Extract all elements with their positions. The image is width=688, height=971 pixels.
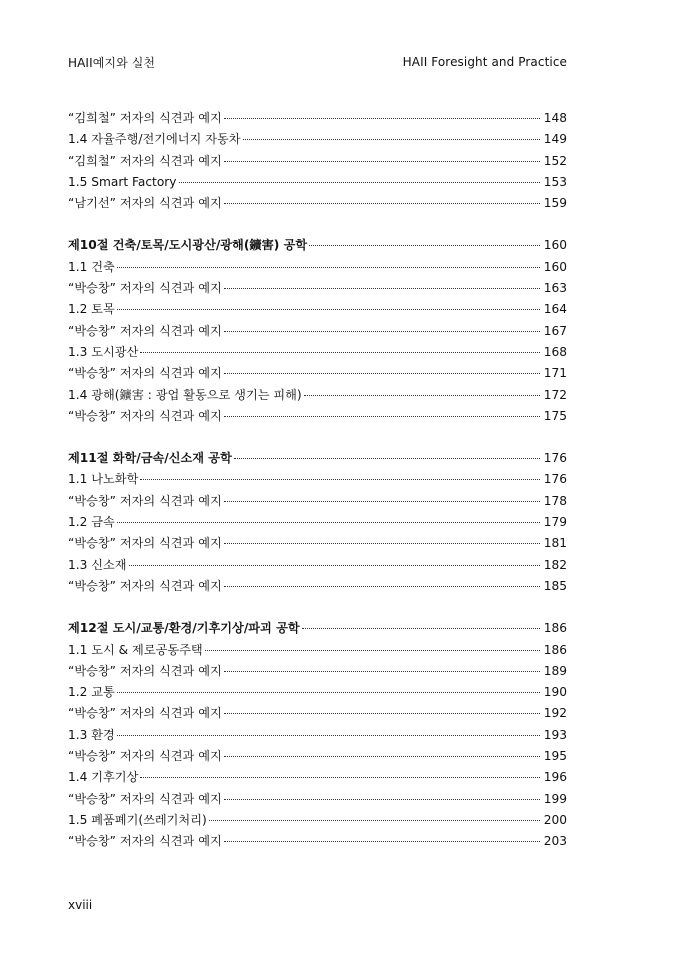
entry-page-number: 160 [543,238,567,253]
toc-chapter-entry[interactable] [68,235,567,256]
dot-leader [309,244,540,246]
dot-leader [224,542,540,544]
entry-page-number: 186 [543,621,567,636]
entry-title: “박승창” 저자의 식견과 예지 [68,834,222,849]
chapter-title: 제12절 도시/교통/환경/기후기상/파괴 공학 [68,621,300,636]
entry-page-number: 179 [543,515,567,530]
toc-entry[interactable] [68,767,567,788]
entry-page-number: 186 [543,642,567,657]
toc-entry[interactable] [68,299,567,320]
entry-page-number: 167 [543,323,567,338]
dot-leader [224,585,540,587]
toc-entry[interactable] [68,342,567,363]
entry-page-number: 163 [543,281,567,296]
toc-entry[interactable] [68,469,567,490]
entry-title: 1.3 도시광산 [68,344,139,359]
entry-title: 1.2 토목 [68,302,115,317]
entry-title: “박승창” 저자의 식견과 예지 [68,281,222,296]
entry-title: 1.4 자율주행/전기에너지 자동차 [68,132,241,147]
entry-title: 1.4 기후기상 [68,770,139,785]
toc-entry[interactable] [68,810,567,831]
dot-leader [224,117,540,119]
chapter-title: 제10절 건축/토목/도시광산/광해(鑛害) 공학 [68,238,308,253]
entry-page-number: 189 [543,663,567,678]
dot-leader [140,776,540,778]
entry-page-number: 195 [543,749,567,764]
entry-page-number: 175 [543,408,567,423]
entry-title: “남기선” 저자의 식견과 예지 [68,196,222,211]
header-right-title: HAII Foresight and Practice [402,55,567,69]
entry-title: “박승창” 저자의 식견과 예지 [68,493,222,508]
dot-leader [129,564,540,566]
header-left-title: HAII예지와 실천 [68,55,156,70]
entry-page-number: 164 [543,302,567,317]
running-header [68,52,567,72]
entry-title: 1.1 나노화학 [68,472,139,487]
dot-leader [224,372,540,374]
entry-title: 1.3 신소재 [68,557,127,572]
toc-chapter-entry[interactable] [68,448,567,469]
toc-entry[interactable] [68,555,567,576]
dot-leader [140,351,540,353]
entry-page-number: 176 [543,472,567,487]
dot-leader [224,202,540,204]
entry-title: 1.2 금속 [68,515,115,530]
entry-page-number: 172 [543,387,567,402]
entry-title: “박승창” 저자의 식견과 예지 [68,408,222,423]
entry-page-number: 200 [543,812,567,827]
toc-entry[interactable] [68,661,567,682]
entry-page-number: 178 [543,493,567,508]
entry-title: 1.3 환경 [68,727,115,742]
toc-entry[interactable] [68,640,567,661]
dot-leader [224,500,540,502]
toc-entry[interactable] [68,576,567,597]
entry-title: 1.1 도시 & 제로공동주택 [68,642,203,657]
toc-entry[interactable] [68,278,567,299]
dot-leader [224,840,540,842]
entry-page-number: 176 [543,451,567,466]
toc-entry[interactable] [68,129,567,150]
toc-section [68,108,567,214]
entry-title: “박승창” 저자의 식견과 예지 [68,706,222,721]
dot-leader [234,457,540,459]
toc-section [68,618,567,852]
entry-page-number: 192 [543,706,567,721]
page-number: xviii [68,898,93,912]
toc-entry[interactable] [68,321,567,342]
dot-leader [224,712,540,714]
toc-section [68,448,567,597]
entry-page-number: 203 [543,834,567,849]
entry-page-number: 153 [543,174,567,189]
toc-entry[interactable] [68,533,567,554]
entry-title: 1.5 Smart Factory [68,174,177,189]
entry-page-number: 149 [543,132,567,147]
toc-entry[interactable] [68,363,567,384]
dot-leader [304,394,540,396]
toc-entry[interactable] [68,193,567,214]
table-of-contents [68,108,567,853]
toc-entry[interactable] [68,406,567,427]
toc-entry[interactable] [68,789,567,810]
entry-title: “박승창” 저자의 식견과 예지 [68,536,222,551]
toc-chapter-entry[interactable] [68,618,567,639]
dot-leader [140,478,540,480]
entry-title: “박승창” 저자의 식견과 예지 [68,749,222,764]
entry-page-number: 148 [543,111,567,125]
toc-entry[interactable] [68,703,567,724]
entry-page-number: 196 [543,770,567,785]
dot-leader [117,266,540,268]
dot-leader [117,521,540,523]
toc-entry[interactable] [68,172,567,193]
dot-leader [302,627,540,629]
entry-title: “박승창” 저자의 식견과 예지 [68,791,222,806]
chapter-title: 제11절 화학/금속/신소재 공학 [68,451,232,466]
entry-title: 1.2 교통 [68,685,115,700]
toc-entry[interactable] [68,108,567,129]
entry-page-number: 160 [543,259,567,274]
toc-entry[interactable] [68,257,567,278]
entry-title: 1.4 광해(鑛害 : 광업 활동으로 생기는 피해) [68,387,302,402]
dot-leader [224,798,540,800]
dot-leader [209,819,540,821]
entry-title: “박승창” 저자의 식견과 예지 [68,366,222,381]
toc-section [68,235,567,427]
dot-leader [205,649,540,651]
entry-page-number: 190 [543,685,567,700]
dot-leader [179,181,540,183]
dot-leader [224,755,540,757]
dot-leader [224,330,540,332]
dot-leader [224,415,540,417]
entry-page-number: 171 [543,366,567,381]
entry-title: 1.1 건축 [68,259,115,274]
toc-entry[interactable] [68,831,567,852]
dot-leader [243,138,540,140]
toc-entry[interactable] [68,725,567,746]
entry-page-number: 159 [543,196,567,211]
toc-entry[interactable] [68,682,567,703]
toc-entry[interactable] [68,512,567,533]
entry-page-number: 199 [543,791,567,806]
entry-title: “김희철” 저자의 식견과 예지 [68,111,222,125]
entry-title: “박승창” 저자의 식견과 예지 [68,663,222,678]
dot-leader [224,670,540,672]
entry-title: “김희철” 저자의 식견과 예지 [68,153,222,168]
entry-title: “박승창” 저자의 식견과 예지 [68,323,222,338]
toc-entry[interactable] [68,151,567,172]
entry-page-number: 168 [543,344,567,359]
dot-leader [224,287,540,289]
entry-page-number: 185 [543,578,567,593]
entry-page-number: 181 [543,536,567,551]
entry-title: 1.5 폐품폐기(쓰레기처리) [68,812,207,827]
toc-entry[interactable] [68,491,567,512]
entry-page-number: 152 [543,153,567,168]
dot-leader [117,734,540,736]
toc-entry[interactable] [68,746,567,767]
entry-title: “박승창” 저자의 식견과 예지 [68,578,222,593]
toc-entry[interactable] [68,385,567,406]
dot-leader [117,691,540,693]
entry-page-number: 182 [543,557,567,572]
dot-leader [224,160,540,162]
entry-page-number: 193 [543,727,567,742]
dot-leader [117,308,540,310]
